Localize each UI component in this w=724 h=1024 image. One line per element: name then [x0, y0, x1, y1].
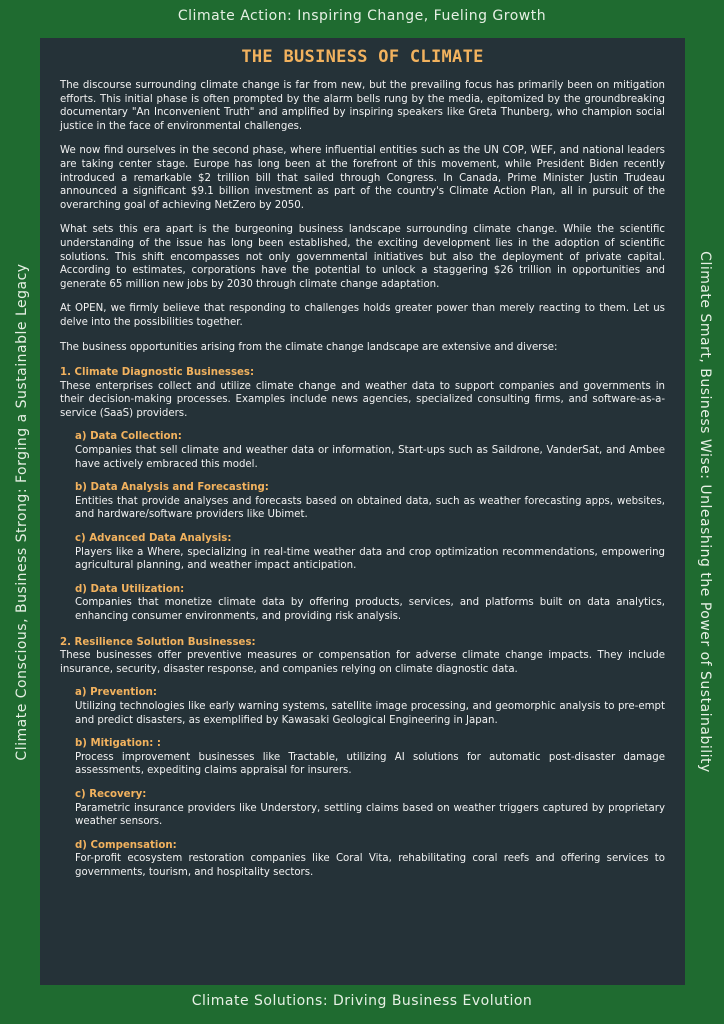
- open-belief-paragraph: At OPEN, we firmly believe that responding to challenges holds greater power than merely reacting to them. Let us delve into the possibilities together.: [60, 303, 665, 328]
- item-body: Process improvement businesses like Tractable, utilizing AI solutions for automatic post-disaster damage assessments, expediting claims appraisal for insurers.: [75, 751, 665, 777]
- article-panel: [40, 38, 685, 985]
- item-body: Utilizing technologies like early warning systems, satellite image processing, and geomorphic analysis to pre-empt and predict disasters, as exemplified by Kawasaki Geological Engineering in Japan.: [75, 700, 665, 726]
- business-era-paragraph: What sets this era apart is the burgeoning business landscape surrounding climate change. While the scientific understanding of the issue has long been established, the exciting development lies in the adoption of scientific solutions. This shift encompasses not only governmental initiatives but also the deployment of private capital. According to estimates, corporations have the potential to unlock a staggering $26 trillion in opportunities and generate 65 million new jobs by 2030 through climate change adaptation.: [60, 224, 665, 290]
- second-phase-paragraph: We now find ourselves in the second phase, where influential entities such as the UN COP, WEF, and national leaders are taking center stage. Europe has long been at the forefront of this movement, while President Biden recently introduced a remarkable $2 trillion bill that sailed through Congress. In Canada, Prime Minister Justin Trudeau announced a significant $9.1 billion investment as part of the country's Climate Action Plan, all in pursuit of the overarching goal of achieving NetZero by 2050.: [60, 145, 665, 211]
- item-body: Companies that sell climate and weather data or information, Start-ups such as Saildrone, VanderSat, and Ambee have actively embraced this model.: [75, 445, 665, 470]
- list-item: [75, 583, 665, 624]
- list-item: [75, 430, 665, 471]
- section-resilience-solution: [60, 636, 665, 880]
- section-heading: 2. Resilience Solution Businesses:: [60, 636, 256, 648]
- article-title: THE BUSINESS OF CLIMATE: [241, 47, 484, 67]
- section-climate-diagnostic: [60, 366, 665, 624]
- item-heading: d) Compensation:: [75, 839, 177, 851]
- list-item: [75, 686, 665, 727]
- item-heading: c) Advanced Data Analysis:: [75, 533, 232, 545]
- item-body: Entities that provide analyses and forecasts based on obtained data, such as weather forecasting apps, websites, and hardware/software providers like Ubimet.: [75, 495, 665, 521]
- item-heading: c) Recovery:: [75, 788, 147, 800]
- item-body: For-profit ecosystem restoration companies like Coral Vita, rehabilitating coral reefs and offering services to governments, tourism, and hospitality sectors.: [75, 853, 665, 878]
- list-item: [75, 532, 665, 573]
- frame-left-slogan: Climate Conscious, Business Strong: Forging a Sustainable Legacy: [14, 263, 30, 761]
- section-body: These businesses offer preventive measures or compensation for adverse climate change impacts. They include insurance, security, disaster response, and companies relying on climate diagnostic data.: [60, 650, 665, 675]
- item-heading: b) Mitigation: :: [75, 738, 161, 750]
- frame-right-slogan: Climate Smart, Business Wise: Unleashing the Power of Sustainability: [697, 251, 713, 773]
- frame-bottom-slogan: Climate Solutions: Driving Business Evolution: [191, 993, 533, 1009]
- item-heading: d) Data Utilization:: [75, 583, 185, 595]
- list-item: [75, 737, 665, 778]
- item-body: Players like a Where, specializing in real-time weather data and crop optimization recommendations, empowering agricultural planning, and weather impact anticipation.: [75, 546, 665, 572]
- item-heading: a) Prevention:: [75, 687, 157, 699]
- item-heading: b) Data Analysis and Forecasting:: [75, 482, 269, 494]
- opportunities-intro-paragraph: The business opportunities arising from the climate change landscape are extensive and diverse:: [60, 341, 558, 353]
- item-body: Companies that monetize climate data by offering products, services, and platforms built on data analytics, enhancing consumer environments, and providing risk analysis.: [75, 597, 665, 622]
- frame-top-slogan: Climate Action: Inspiring Change, Fueling Growth: [177, 8, 547, 24]
- section-heading: 1. Climate Diagnostic Businesses:: [60, 367, 255, 379]
- list-item: [75, 788, 665, 829]
- section-body: These enterprises collect and utilize climate change and weather data to support companies and governments in their decision-making processes. Examples include news agencies, specialized consulting firms, and software-as-a-service (SaaS) providers.: [60, 380, 665, 419]
- intro-paragraph: The discourse surrounding climate change is far from new, but the prevailing focus has primarily been on mitigation efforts. This initial phase is often prompted by the alarm bells rung by the media, epitomized by the groundbreaking documentary "An Inconvenient Truth" and amplified by inspiring speakers like Greta Thunberg, who champion social justice in the face of environmental challenges.: [60, 80, 665, 132]
- item-heading: a) Data Collection:: [75, 431, 182, 443]
- list-item: [75, 481, 665, 522]
- item-body: Parametric insurance providers like Understory, settling claims based on weather triggers captured by proprietary weather sensors.: [75, 802, 665, 828]
- list-item: [75, 839, 665, 880]
